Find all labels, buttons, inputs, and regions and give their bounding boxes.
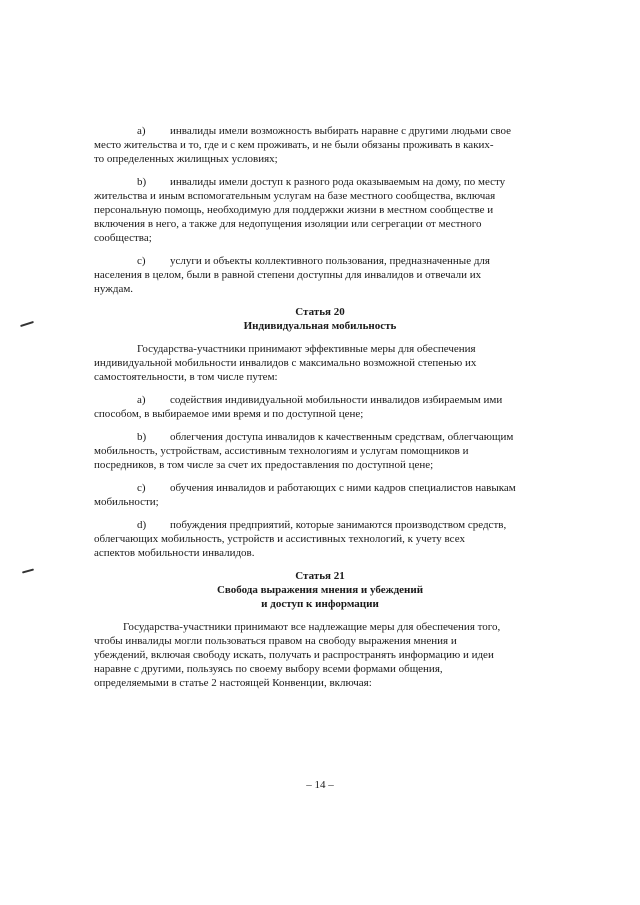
page-number: – 14 –: [306, 779, 334, 791]
text-line: жительства и иным вспомогательным услугам на базе местного сообщества, включая: [94, 190, 496, 202]
text-line: обучения инвалидов и работающих с ними кадров специалистов навыкам: [170, 482, 516, 494]
text-line: Государства-участники принимают все надлежащие меры для обеспечения того,: [123, 621, 501, 633]
article-title: и доступ к информации: [261, 598, 379, 610]
article-title: Индивидуальная мобильность: [243, 320, 397, 332]
article-number: Статья 21: [295, 570, 345, 582]
text-line: облегчения доступа инвалидов к качественным средствам, облегчающим: [170, 431, 514, 443]
clause-label: b): [137, 176, 147, 188]
text-line: побуждения предприятий, которые занимаются производством средств,: [170, 519, 507, 531]
clause-label: a): [137, 125, 146, 137]
text-line: Государства-участники принимают эффективные меры для обеспечения: [137, 343, 476, 355]
text-line: инвалиды имели доступ к разного рода оказываемым на дому, по месту: [170, 176, 506, 188]
text-line: услуги и объекты коллективного пользования, предназначенные для: [170, 255, 490, 267]
clause-label: c): [137, 482, 146, 494]
text-line: персональную помощь, необходимую для поддержки жизни в местном сообществе и: [94, 204, 494, 216]
article-number: Статья 20: [295, 306, 345, 318]
clause-label: c): [137, 255, 146, 267]
clause-label: a): [137, 394, 146, 406]
article-title: Свобода выражения мнения и убеждений: [216, 584, 424, 596]
text-line: способом, в выбираемое ими время и по доступной цене;: [94, 408, 364, 420]
text-line: то определенных жилищных условиях;: [94, 153, 278, 165]
text-line: облегчающих мобильность, устройств и ассистивных технологий, к учету всех: [94, 533, 465, 545]
text-line: мобильности;: [94, 496, 159, 508]
text-line: содействия индивидуальной мобильности инвалидов избираемым ими: [170, 394, 503, 406]
text-line: инвалиды имели возможность выбирать наравне с другими людьми свое: [170, 125, 512, 137]
text-line: населения в целом, были в равной степени доступны для инвалидов и отвечали их: [94, 269, 482, 281]
text-line: индивидуальной мобильности инвалидов с максимально возможной степенью их: [94, 357, 477, 369]
text-line: чтобы инвалиды могли пользоваться правом на свободу выражения мнения и: [94, 635, 457, 647]
text-line: посредников, в том числе за счет их предоставления по доступной цене;: [94, 459, 434, 471]
text-line: аспектов мобильности инвалидов.: [94, 547, 255, 559]
clause-label: b): [137, 431, 147, 443]
clause-label: d): [137, 519, 147, 531]
text-line: наравне с другими, пользуясь по своему выбору всеми формами общения,: [94, 663, 443, 675]
text-line: убеждений, включая свободу искать, получать и распространять информацию и идеи: [94, 649, 494, 661]
text-line: место жительства и то, где и с кем проживать, и не были обязаны проживать в каких-: [94, 139, 494, 151]
text-line: определяемыми в статье 2 настоящей Конвенции, включая:: [94, 677, 372, 689]
text-line: включения в него, а также для недопущения изоляции или сегрегации от местного: [94, 218, 482, 230]
text-line: нуждам.: [94, 283, 134, 295]
text-line: мобильность, устройствам, ассистивным технологиям и услугам помощников и: [94, 445, 469, 457]
text-line: самостоятельности, в том числе путем:: [94, 371, 278, 383]
text-line: сообщества;: [94, 232, 152, 244]
